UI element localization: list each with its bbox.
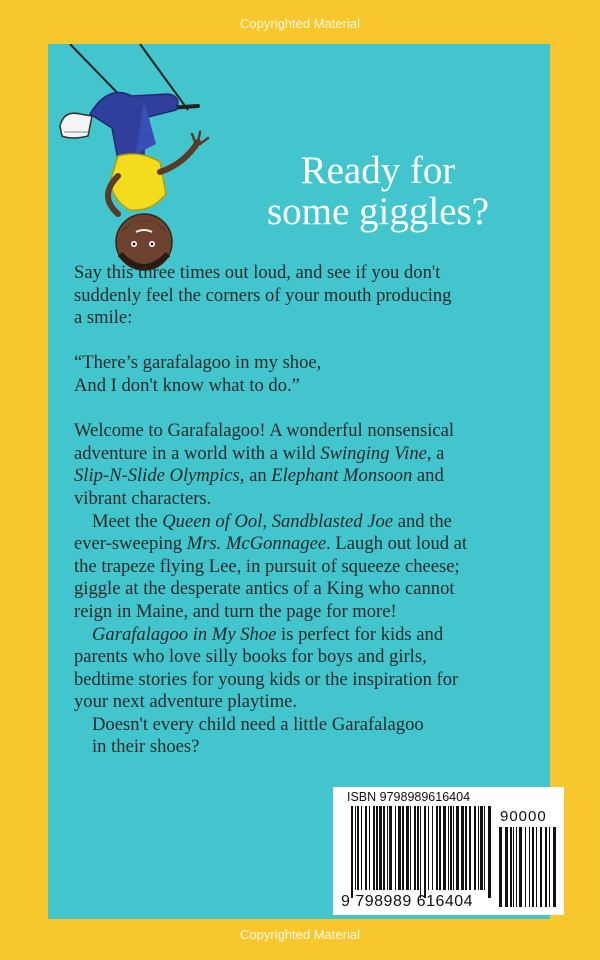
barcode-bar	[439, 806, 441, 890]
barcode-bar	[428, 806, 429, 890]
text-line: giggle at the desperate antics of a King who cannot	[74, 578, 455, 600]
rhyme-quote	[74, 352, 544, 397]
title-italic: Garafalagoo in My Shoe	[92, 623, 277, 645]
barcode-bar	[387, 806, 388, 890]
headline-line-2: some giggles?	[266, 190, 490, 233]
barcode-bar	[461, 806, 464, 890]
barcode-bar	[376, 806, 378, 890]
text-line: vibrant characters.	[74, 487, 212, 509]
barcode-bar	[545, 827, 547, 907]
barcode-bar	[540, 827, 542, 907]
title-italic: Swinging Vine	[320, 442, 427, 464]
text-line	[74, 511, 544, 534]
isbn-digits: 9 798989 616404	[341, 893, 474, 910]
barcode-bar	[443, 806, 446, 890]
text-line: the trapeze flying Lee, in pursuit of squeeze cheese;	[74, 555, 460, 577]
title-italic: Slip-N-Slide Olympics	[74, 465, 240, 487]
text-span: ever-sweeping	[74, 533, 187, 555]
text-line: “There’s garafalagoo in my shoe,	[74, 352, 322, 374]
paragraph-intro	[74, 262, 544, 330]
barcode-bar	[424, 806, 426, 898]
paragraph-audience	[74, 624, 544, 714]
text-span: . Laugh out loud at	[326, 533, 468, 555]
text-span: and	[412, 465, 444, 487]
title-italic: Elephant Monsoon	[271, 465, 413, 487]
text-line	[74, 533, 544, 556]
barcode-bar	[505, 827, 508, 907]
text-line: reign in Maine, and turn the page for more!	[74, 600, 397, 622]
barcode-bar	[361, 806, 362, 890]
barcode-bar	[529, 827, 530, 907]
barcode-bar	[417, 806, 419, 890]
text-line: parents who love silly books for boys and girls,	[74, 646, 427, 668]
barcode-bar	[499, 827, 502, 907]
barcode-bar	[432, 806, 433, 890]
barcode-bar	[355, 806, 356, 890]
barcode-bar	[513, 827, 514, 907]
barcode-bar	[478, 806, 479, 890]
barcode-bar	[553, 827, 556, 907]
text-line: a smile:	[74, 307, 133, 329]
barcode-bar	[357, 806, 359, 890]
text-span: adventure in a world with a wild	[74, 442, 321, 464]
barcode-bar	[488, 806, 491, 898]
barcode-bar	[436, 806, 438, 890]
barcode-bar	[402, 806, 404, 890]
barcode-bar	[414, 806, 416, 890]
barcode-bar	[351, 806, 353, 898]
barcode-bar	[536, 827, 537, 907]
barcode-bar	[365, 806, 367, 890]
title-italic: Queen of Ool, Sandblasted Joe	[162, 510, 394, 532]
headline-line-1: Ready for	[300, 149, 456, 192]
text-span: is perfect for kids and	[276, 623, 444, 645]
barcode-bar	[406, 806, 409, 890]
text-span: , a	[426, 442, 445, 464]
barcode-bar	[519, 827, 522, 907]
title-italic: Mrs. McGonnagee	[186, 533, 327, 555]
paragraph-characters	[74, 511, 544, 624]
barcode-bar	[532, 827, 534, 907]
text-line: Doesn't every child need a little Garafalagoo	[92, 713, 424, 735]
barcode-bar	[450, 806, 452, 890]
text-line	[74, 465, 544, 488]
text-span: , an	[239, 465, 272, 487]
barcode-bar	[465, 806, 467, 890]
barcode-bar	[379, 806, 382, 890]
price-code: 90000	[500, 808, 547, 825]
barcode-bar	[549, 827, 550, 907]
isbn-label: ISBN 9798989616404	[347, 790, 471, 804]
barcode-bar	[389, 806, 392, 890]
barcode-bar	[395, 806, 396, 890]
text-span: and the	[393, 510, 452, 532]
text-line	[74, 443, 544, 466]
blurb	[74, 262, 544, 759]
barcode-bar	[484, 806, 485, 890]
text-line	[74, 624, 544, 647]
text-line: suddenly feel the corners of your mouth producing	[74, 284, 452, 306]
barcode-bar	[420, 806, 421, 898]
text-line: Welcome to Garafalagoo! A wonderful nonsensical	[74, 420, 455, 442]
isbn-barcode-box	[333, 787, 564, 915]
barcode-bar	[448, 806, 449, 890]
barcode-bar	[373, 806, 375, 890]
text-span: Meet the	[92, 510, 163, 532]
text-line: in their shoes?	[92, 736, 200, 758]
barcode-bar	[383, 806, 385, 890]
barcode-bar	[516, 827, 517, 907]
text-line: bedtime stories for young kids or the inspiration for	[74, 668, 459, 690]
text-line: your next adventure playtime.	[74, 691, 298, 713]
barcode-bar	[480, 806, 483, 890]
text-line: Say this three times out loud, and see if you don't	[74, 262, 441, 283]
paragraph-welcome	[74, 420, 544, 510]
headline	[218, 150, 538, 232]
barcode-bar	[410, 806, 411, 890]
copyright-watermark-bottom: Copyrighted Material	[240, 927, 360, 942]
paragraph-closing	[74, 714, 544, 759]
barcode-bar	[369, 806, 370, 890]
barcode-bar	[398, 806, 401, 890]
barcode-bar	[469, 806, 471, 890]
text-line: And I don't know what to do.”	[74, 374, 300, 396]
barcode-bar	[525, 827, 526, 907]
barcode-bar	[453, 806, 454, 890]
barcode-bar	[510, 827, 512, 907]
barcode-bar	[456, 806, 459, 890]
barcode-bar	[474, 806, 476, 890]
copyright-watermark-top: Copyrighted Material	[240, 16, 360, 31]
